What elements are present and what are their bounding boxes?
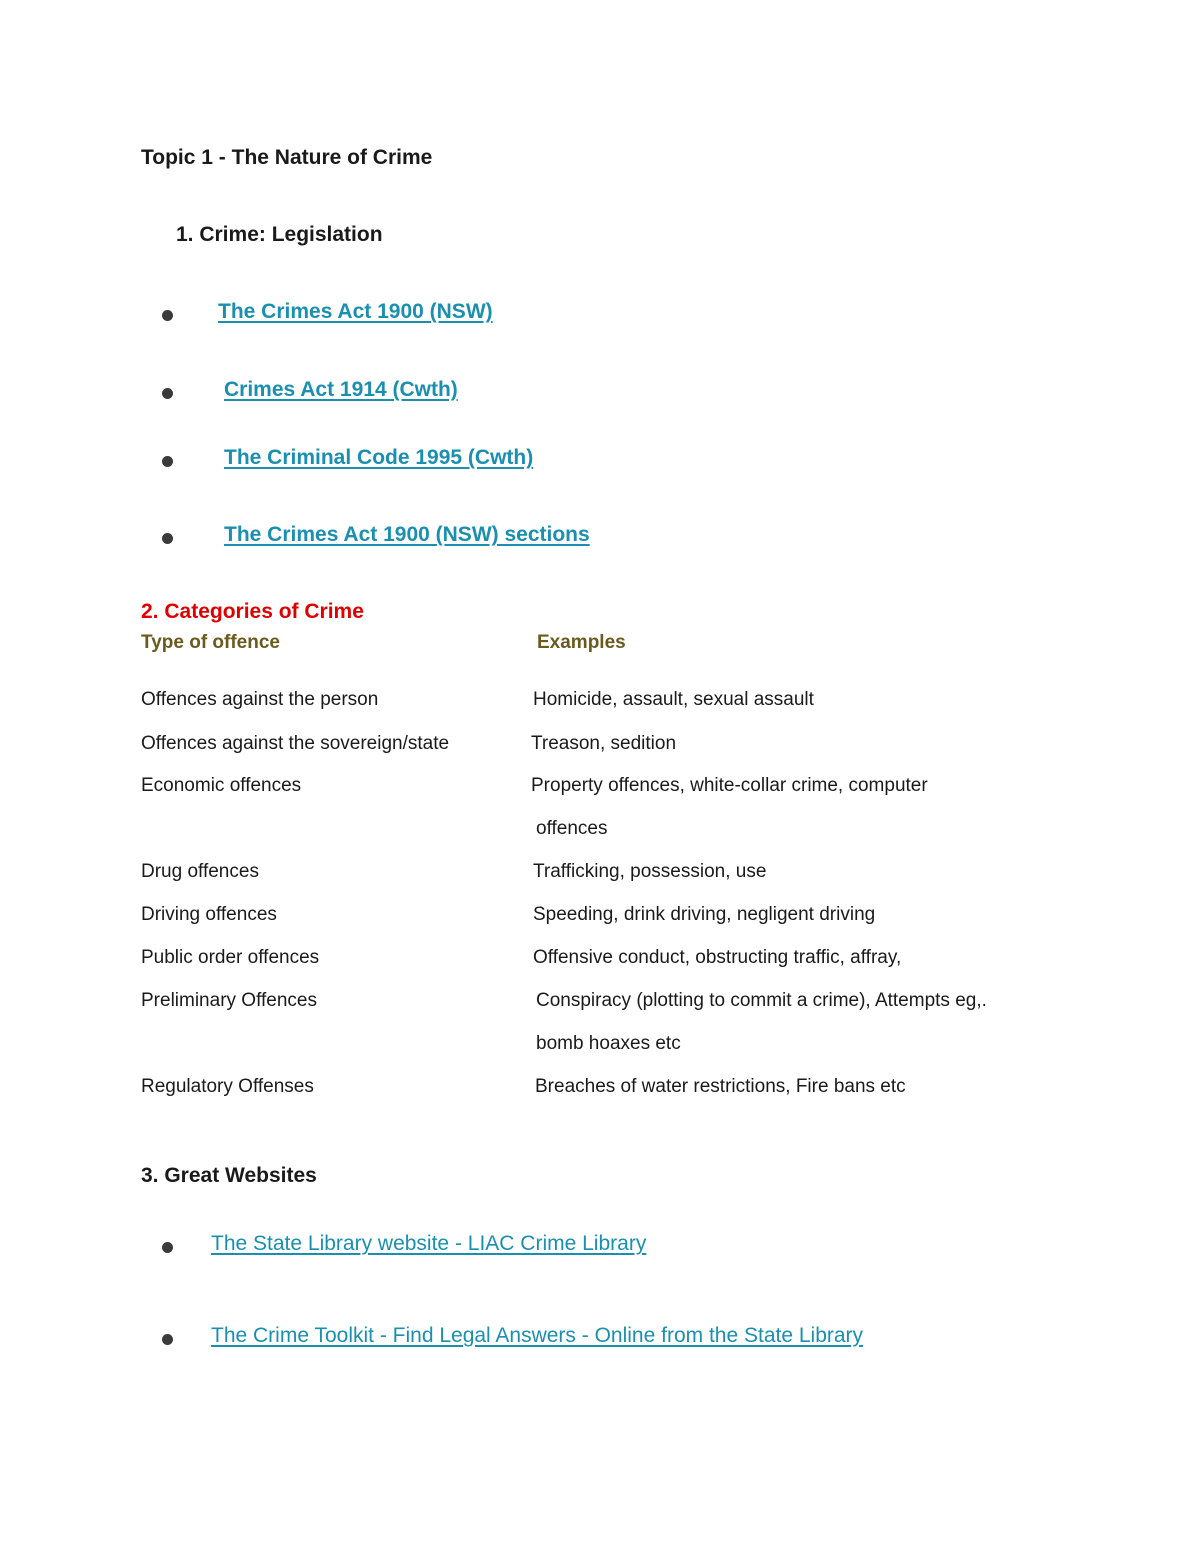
table-cell-type: Preliminary Offences — [141, 990, 317, 1011]
column-header-examples: Examples — [537, 632, 626, 653]
table-cell-examples: Breaches of water restrictions, Fire bans etc — [535, 1076, 906, 1097]
bullet-icon — [162, 533, 173, 544]
table-cell-type: Economic offences — [141, 775, 302, 796]
bullet-icon — [162, 310, 173, 321]
table-cell-examples: Conspiracy (plotting to commit a crime), Attempts eg,. — [536, 990, 987, 1011]
link-crimes-act-1900-nsw-sections[interactable]: The Crimes Act 1900 (NSW) sections — [224, 523, 590, 546]
link-state-library-liac[interactable]: The State Library website - LIAC Crime Library — [211, 1232, 647, 1255]
table-cell-type: Offences against the person — [141, 689, 379, 710]
link-crimes-act-1914-cwth[interactable]: Crimes Act 1914 (Cwth) — [224, 378, 458, 401]
section-number: 2. — [141, 600, 165, 623]
table-cell-examples: Property offences, white-collar crime, computer — [531, 775, 928, 796]
link-crimes-act-1900-nsw[interactable]: The Crimes Act 1900 (NSW) — [218, 300, 493, 323]
table-cell-examples: Homicide, assault, sexual assault — [533, 689, 814, 710]
table-cell-examples: Speeding, drink driving, negligent driving — [533, 904, 876, 925]
table-cell-type: Drug offences — [141, 861, 259, 882]
table-cell-type: Regulatory Offenses — [141, 1076, 314, 1097]
table-cell-examples-continued: offences — [536, 818, 608, 839]
table-cell-type: Driving offences — [141, 904, 277, 925]
link-crime-toolkit[interactable]: The Crime Toolkit - Find Legal Answers - Online from the State Library — [211, 1324, 864, 1347]
table-cell-type: Offences against the sovereign/state — [141, 733, 450, 754]
table-cell-type: Public order offences — [141, 947, 320, 968]
table-cell-examples: Offensive conduct, obstructing traffic, affray, — [533, 947, 902, 968]
section-heading-text: Categories of Crime — [164, 600, 364, 623]
table-cell-examples-continued: bomb hoaxes etc — [536, 1033, 681, 1054]
bullet-icon — [162, 1242, 173, 1253]
link-criminal-code-1995-cwth[interactable]: The Criminal Code 1995 (Cwth) — [224, 446, 534, 469]
section-heading-categories — [141, 600, 364, 624]
bullet-icon — [162, 388, 173, 399]
table-cell-examples: Trafficking, possession, use — [533, 861, 767, 882]
bullet-icon — [162, 1334, 173, 1345]
page-title: Topic 1 - The Nature of Crime — [141, 146, 433, 169]
table-cell-examples: Treason, sedition — [531, 733, 677, 754]
column-header-type: Type of offence — [141, 632, 280, 653]
section-heading-websites: 3. Great Websites — [141, 1164, 317, 1187]
bullet-icon — [162, 456, 173, 467]
section-heading-legislation: 1. Crime: Legislation — [176, 223, 383, 246]
